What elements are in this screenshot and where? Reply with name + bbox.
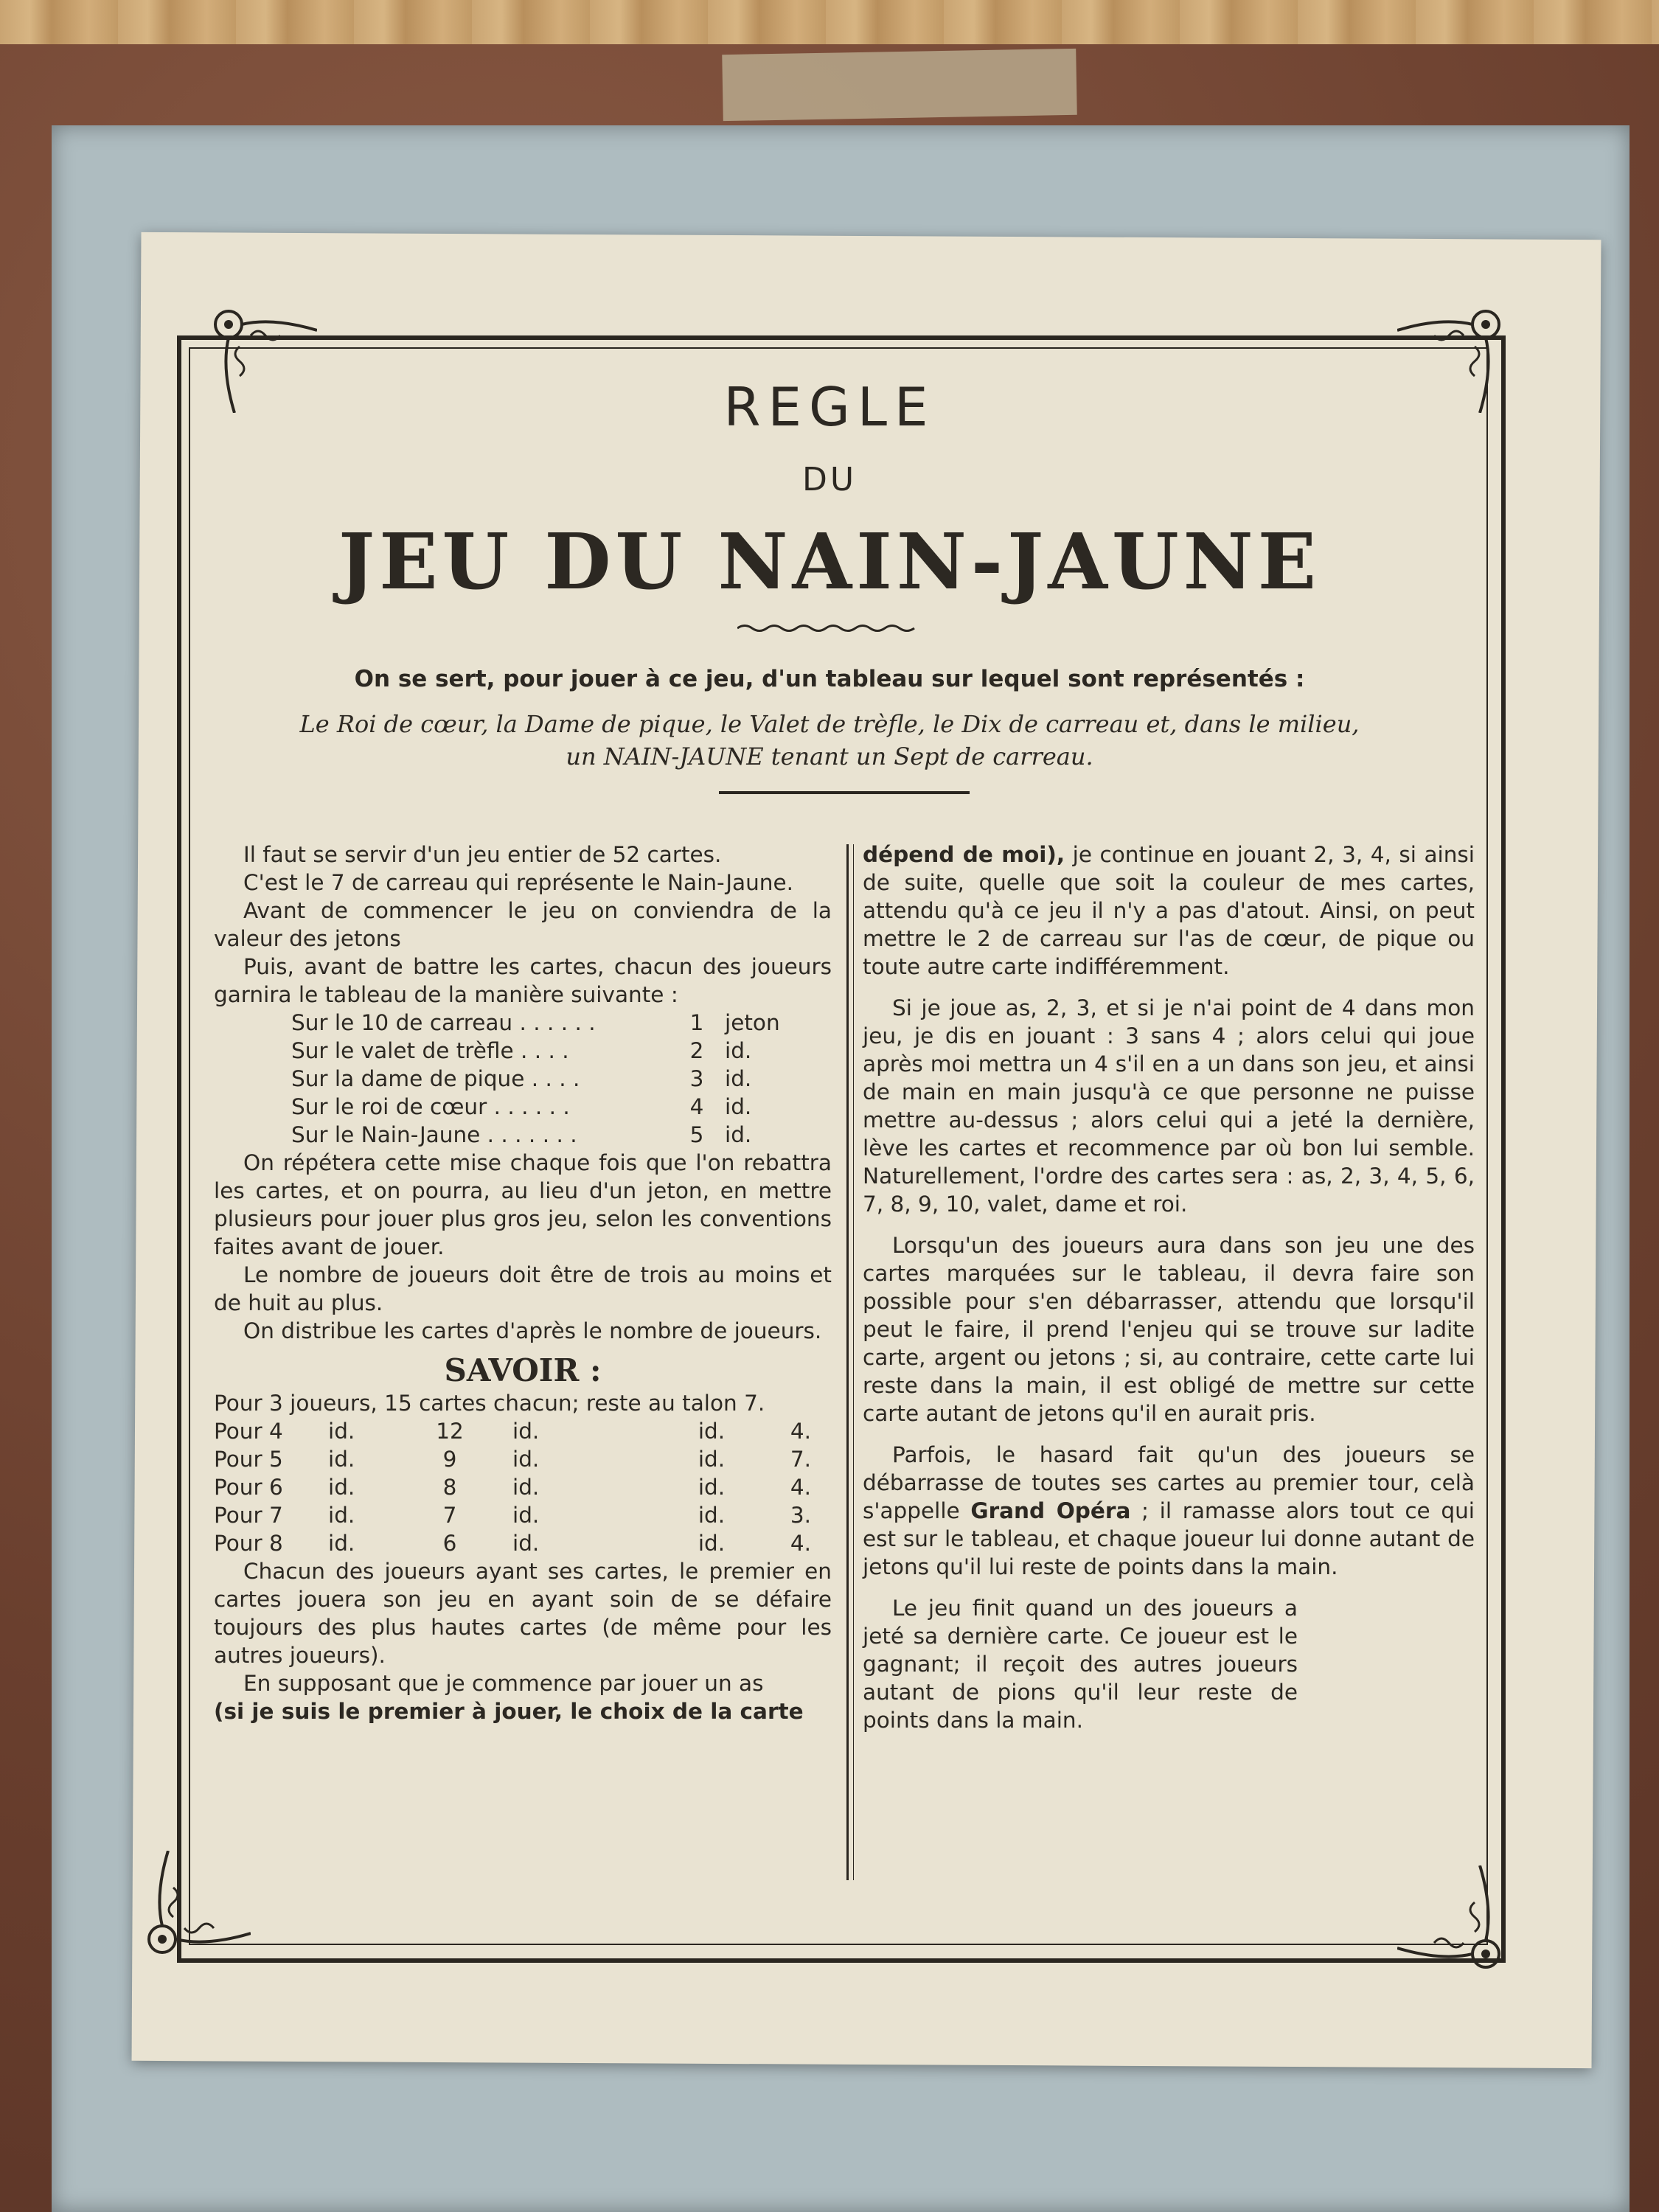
paragraph-text: je continue en jouant 2, 3, 4, si ainsi de suite, quelle que soit la couleur de mes cartes, attendu qu'à ce jeu il n'y a pas d'atout. Ainsi, on peut mettre le 2 de carreau sur l'as de cœur, de pique ou toute autre carte indifféremment.: [863, 842, 1475, 979]
mise-n: 4: [689, 1094, 704, 1119]
mise-row: [214, 1065, 832, 1093]
mise-n: 3: [689, 1066, 704, 1091]
savoir-cell: id.: [698, 1419, 726, 1444]
savoir-cell: 9: [442, 1447, 457, 1472]
paragraph: On distribue les cartes d'après le nombre de joueurs.: [243, 1318, 822, 1343]
savoir-cell: 3.: [790, 1503, 811, 1528]
savoir-cell: 8: [442, 1475, 457, 1500]
mise-row: [214, 1037, 832, 1065]
column-divider: [846, 844, 849, 1880]
mise-label: Sur le Nain-Jaune . . . . . . .: [291, 1122, 577, 1147]
savoir-cell: 12: [436, 1419, 464, 1444]
column-divider-thin: [853, 844, 854, 1880]
savoir-cell: id.: [328, 1503, 355, 1528]
tape-strip: [722, 49, 1077, 121]
mise-label: Sur le roi de cœur . . . . . .: [291, 1094, 570, 1119]
savoir-row: [214, 1445, 832, 1473]
savoir-cell: Pour 8: [214, 1531, 283, 1556]
paragraph: [863, 1441, 1475, 1581]
corner-ornament-bottom-left-icon: [140, 1851, 251, 1961]
divider: [719, 791, 970, 794]
savoir-cell: Pour 6: [214, 1475, 283, 1500]
savoir-cell: id.: [512, 1419, 540, 1444]
paragraph: Le nombre de joueurs doit être de trois au moins et de huit au plus.: [214, 1262, 832, 1315]
savoir-cell: id.: [698, 1475, 726, 1500]
mise-unit: id.: [725, 1094, 752, 1119]
mise-n: 5: [689, 1122, 704, 1147]
paragraph: [863, 841, 1475, 981]
savoir-cell: Pour 5: [214, 1447, 283, 1472]
paragraph: Lorsqu'un des joueurs aura dans son jeu une des cartes marquées sur le tableau, il devra faire son possible pour s'en débarrasser, attendu que lorsqu'il peut le faire, il prend l'enjeu qui se trouve sur ladite carte, argent ou jetons ; si, au contraire, cette carte lui reste dans la main, il est obligé de mettre sur cette carte autant de jetons qu'il en aurait pris.: [863, 1233, 1475, 1426]
savoir-cell: 4.: [790, 1531, 811, 1556]
paragraph: Chacun des joueurs ayant ses cartes, le premier en cartes jouera son jeu en ayant soin de se défaire toujours des plus hautes cartes (de même pour les autres joueurs).: [214, 1559, 832, 1668]
intro-script-line-1: Le Roi de cœur, la Dame de pique, le Valet de trèfle, le Dix de carreau et, dans le milieu,: [299, 710, 1360, 738]
title-flourish-icon: [737, 623, 922, 633]
mise-label: Sur le valet de trèfle . . . .: [291, 1038, 569, 1063]
savoir-row: [214, 1473, 832, 1501]
title-regle: REGLE: [723, 376, 936, 438]
mise-row: [214, 1121, 832, 1149]
right-column: [863, 841, 1475, 1734]
paragraph: Si je joue as, 2, 3, et si je n'ai point de 4 dans mon jeu, je dis en jouant : 3 sans 4 ; alors celui qui joue après moi mettra un 4 s'il en a un dans son jeu, et ainsi de main en main jusqu'à ce que personne ne puisse mettre au-dessus ; alors celui qui a jeté la dernière, lève les cartes et recommence par où bon lui semble. Naturellement, l'ordre des cartes sera : as, 2, 3, 4, 5, 6, 7, 8, 9, 10, valet, dame et roi.: [863, 995, 1475, 1217]
savoir-cell: id.: [698, 1531, 726, 1556]
paragraph: Puis, avant de battre les cartes, chacun des joueurs garnira le tableau de la manière suivante :: [214, 954, 832, 1007]
mise-row: [214, 1009, 832, 1037]
mise-unit: jeton: [725, 1010, 780, 1035]
mise-unit: id.: [725, 1066, 752, 1091]
savoir-cell: 7: [442, 1503, 457, 1528]
savoir-cell: Pour 4: [214, 1419, 283, 1444]
savoir-cell: 4.: [790, 1419, 811, 1444]
mise-n: 2: [689, 1038, 704, 1063]
bold-text: dépend de moi),: [863, 842, 1065, 867]
savoir-cell: id.: [512, 1447, 540, 1472]
paragraph: C'est le 7 de carreau qui représente le Nain-Jaune.: [243, 870, 794, 895]
savoir-cell: id.: [328, 1475, 355, 1500]
paragraph-text: ; il ramasse alors tout ce qui est sur le tableau, et chaque joueur lui donne autant de jetons qu'il lui reste de points dans la main.: [863, 1498, 1475, 1579]
mise-label: Sur la dame de pique . . . .: [291, 1066, 580, 1091]
savoir-cell: 6: [442, 1531, 457, 1556]
savoir-cell: id.: [328, 1419, 355, 1444]
paragraph: On répétera cette mise chaque fois que l'on rebattra les cartes, et on pourra, au lieu d'un jeton, en mettre plusieurs pour jouer plus gros jeu, selon les conventions faites avant de jouer.: [214, 1150, 832, 1259]
savoir-cell: 4.: [790, 1475, 811, 1500]
page-title: JEU DU NAIN-JAUNE: [338, 516, 1321, 607]
savoir-cell: 7.: [790, 1447, 811, 1472]
intro-script-line-2: un NAIN-JAUNE tenant un Sept de carreau.: [566, 742, 1093, 771]
paragraph-text: Parfois, le hasard fait qu'un des joueurs se débarrasse de toutes ses cartes au premier tour, celà s'appelle: [863, 1442, 1475, 1523]
mise-unit: id.: [725, 1122, 752, 1147]
paragraph: Avant de commencer le jeu on conviendra de la valeur des jetons: [214, 898, 832, 951]
savoir-row: [214, 1417, 832, 1445]
savoir-cell: id.: [512, 1531, 540, 1556]
intro-heading: On se sert, pour jouer à ce jeu, d'un tableau sur lequel sont représentés :: [354, 666, 1305, 692]
mise-list: [214, 1009, 832, 1149]
paragraph: Il faut se servir d'un jeu entier de 52 cartes.: [243, 842, 722, 867]
mise-row: [214, 1093, 832, 1121]
savoir-cell: id.: [698, 1503, 726, 1528]
left-column: [214, 841, 832, 1725]
savoir-heading: SAVOIR :: [444, 1352, 602, 1388]
savoir-row: [214, 1529, 832, 1557]
mise-label: Sur le 10 de carreau . . . . . .: [291, 1010, 596, 1035]
corner-ornament-bottom-right-icon: [1397, 1865, 1508, 1976]
savoir-row: [214, 1501, 832, 1529]
title-du: DU: [801, 461, 858, 498]
mise-n: 1: [689, 1010, 704, 1035]
savoir-cell: id.: [328, 1531, 355, 1556]
paragraph: Le jeu finit quand un des joueurs a jeté sa dernière carte. Ce joueur est le gagnant; il reçoit des autres joueurs autant de pions qu'il leur reste de points dans la main.: [863, 1596, 1298, 1733]
savoir-first-row: Pour 3 joueurs, 15 cartes chacun; reste au talon 7.: [214, 1391, 765, 1416]
savoir-cell: id.: [698, 1447, 726, 1472]
mise-unit: id.: [725, 1038, 752, 1063]
savoir-cell: Pour 7: [214, 1503, 283, 1528]
savoir-cell: id.: [328, 1447, 355, 1472]
savoir-cell: id.: [512, 1503, 540, 1528]
grand-opera-label: Grand Opéra: [970, 1498, 1131, 1523]
paragraph: En supposant que je commence par jouer un as: [243, 1671, 764, 1696]
paragraph-bold: (si je suis le premier à jouer, le choix de la carte: [214, 1699, 804, 1724]
savoir-table: [214, 1417, 832, 1557]
savoir-cell: id.: [512, 1475, 540, 1500]
